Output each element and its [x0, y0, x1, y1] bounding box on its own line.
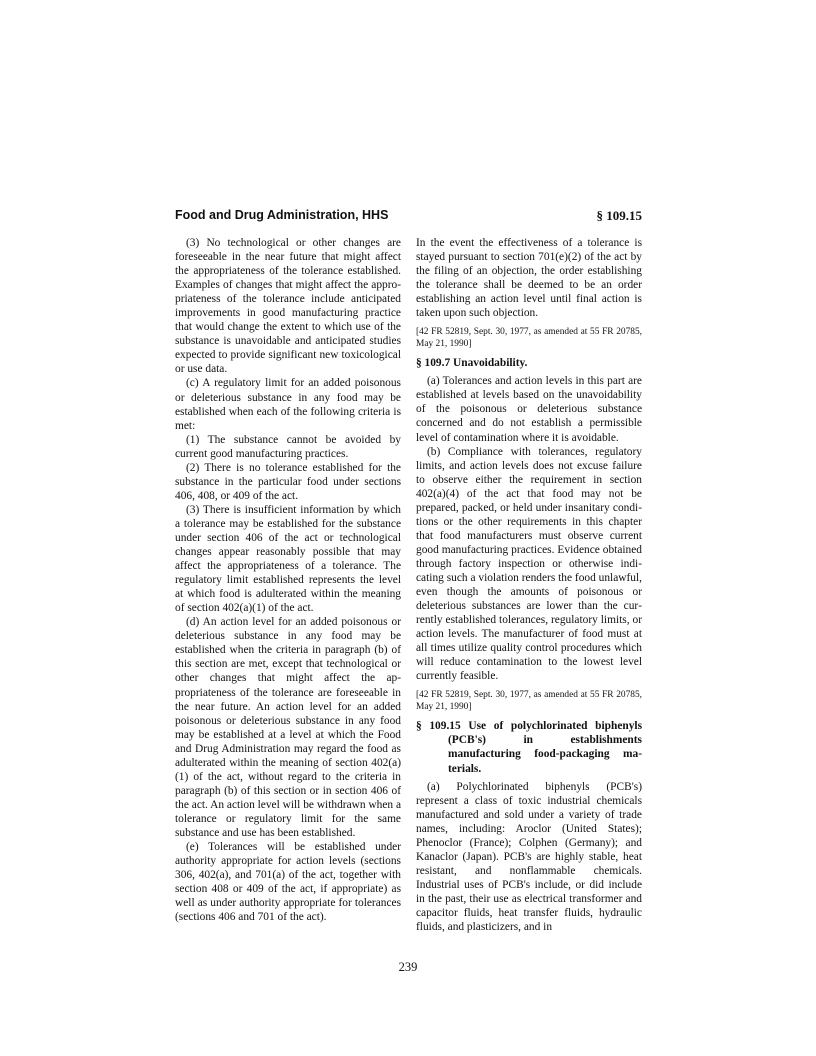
page-number: 239 — [398, 960, 418, 974]
running-header — [175, 208, 642, 224]
paragraph-c3: (3) There is insufficient information by which a tolerance may be established for the substance under section 406 of the act or technological changes appear reasonably possible that may affect the appropriateness of a tolerance. The regulatory limit established represents the level at which food is adulterated within the meaning of section 402(a)(1) of the act. — [175, 503, 401, 615]
paragraph-e-continued: In the event the effectiveness of a tolerance is stayed pursuant to section 701(e)(2) of the act by the filing of an objection, the order establishing the tolerance shall be deemed to be an order establishing an action level until final action is taken upon such objection. — [416, 237, 642, 320]
paragraph-109-7-b: (b) Compliance with tolerances, regulatory limits, and action levels does not excuse failure to observe either the requirement in section 402(a)(4) of the act that food may not be prepared, packed, or held under insanitary conditions or the other requirements in this chapter that food manufacturers must observe current good manufacturing practices. Evidence obtained through factory inspection or otherwise indicating such a violation renders the food unlawful, even though the amounts of poisonous or deleterious substances are lower than the currently established tolerances, regulatory limits, or action levels. The manufacturer of food must at all times utilize quality control procedures which will reduce contamination to the lowest level currently feasible. — [416, 445, 642, 683]
section-heading-109-15: § 109.15 Use of polychlorinated biphenyls (PCB's) in establishments manufacturing food-packaging materials. — [416, 720, 642, 775]
paragraph-109-7-a: (a) Tolerances and action levels in this part are established at levels based on the unavoidability of the poisonous or deleterious substance concerned and do not establish a permissible level of contamination where it is avoidable. — [416, 375, 642, 444]
paragraph-c1: (1) The substance cannot be avoided by current good manufacturing practices. — [175, 433, 401, 460]
paragraph-c: (c) A regulatory limit for an added poisonous or deleterious substance in any food may be established when each of the following criteria is met: — [175, 377, 401, 432]
header-agency: Food and Drug Administration, HHS — [175, 208, 389, 222]
paragraph-c2: (2) There is no tolerance established for the substance in the particular food under sections 406, 408, or 409 of the act. — [175, 461, 401, 502]
citation-109-6: [42 FR 52819, Sept. 30, 1977, as amended at 55 FR 20785, May 21, 1990] — [416, 327, 642, 350]
header-section-number: § 109.15 — [596, 208, 642, 223]
left-column — [175, 236, 401, 924]
paragraph-e: (e) Tolerances will be established under authority appropriate for action levels (sections 306, 402(a), and 701(a) of the act, together with section 408 or 409 of the act, if appropriate) as well as under authority appropriate for tolerances (sections 406 and 701 of the act). — [175, 841, 401, 924]
citation-109-7: [42 FR 52819, Sept. 30, 1977, as amended at 55 FR 20785, May 21, 1990] — [416, 690, 642, 713]
paragraph-d: (d) An action level for an added poisonous or deleterious substance in any food may be established when the criteria in paragraph (b) of this section are met, except that technological or other changes that might affect the appropriateness of the tolerance are foreseeable in the near future. An action level for an added poisonous or deleterious substance in any food may be established at a level at which the Food and Drug Administration may regard the food as adulterated within the meaning of section 402(a)(1) of the act, without regard to the criteria in paragraph (b) of this section or in section 406 of the act. An action level will be withdrawn when a tolerance or regulatory limit for the same substance and use has been established. — [175, 616, 401, 839]
paragraph-b3: (3) No technological or other changes are foreseeable in the near future that might affect the appropriateness of the tolerance established. Examples of changes that might affect the appropriateness of the tolerance include anticipated improvements in good manufacturing practice that would change the extent to which use of the substance is unavoidable and anticipated studies expected to provide significant new toxicological or use data. — [175, 237, 401, 376]
paragraph-109-15-a: (a) Polychlorinated biphenyls (PCB's) represent a class of toxic industrial chemicals manufactured and sold under a variety of trade names, including: Aroclor (United States); Phenoclor (France); Colphen (Germany); and Kanaclor (Japan). PCB's are highly stable, heat resistant, and nonflammable chemicals. Industrial uses of PCB's include, or did include in the past, their use as electrical transformer and capacitor fluids, heat transfer fluids, hydraulic fluids, and plasticizers, and in — [416, 780, 642, 934]
right-column — [416, 236, 642, 934]
section-heading-109-7: § 109.7 Unavoidability. — [416, 357, 528, 370]
